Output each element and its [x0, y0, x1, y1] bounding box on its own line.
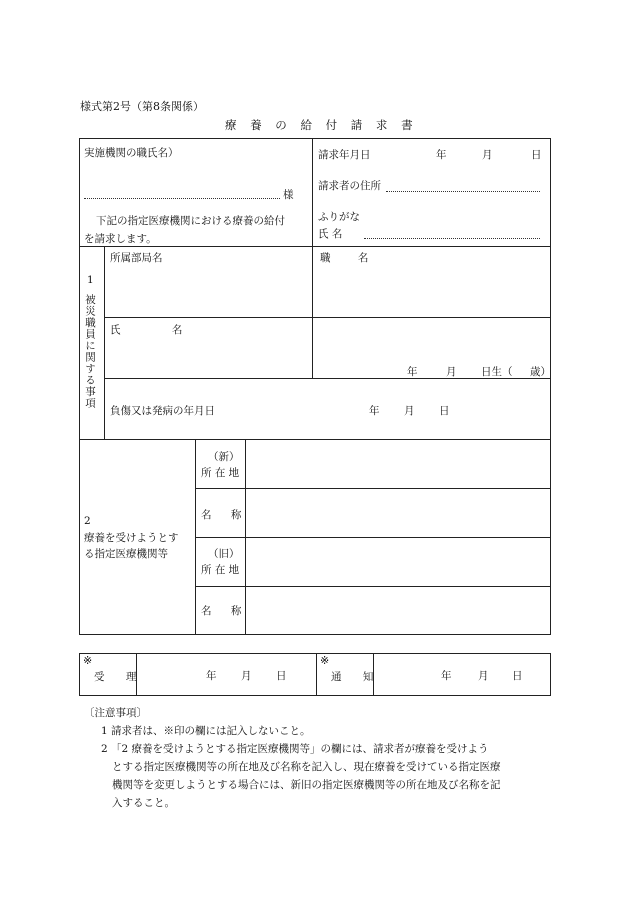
form-title: 療 養 の 給 付 請 求 書	[225, 118, 418, 132]
notes-item2-line1: 2 「2 療養を受けようとする指定医療機関等」の欄には、請求者が療養を受けよう	[101, 743, 489, 755]
requester-name-label: 氏 名	[318, 228, 343, 240]
request-text-line2: を請求します。	[84, 233, 157, 245]
recipient-honorific: 様	[283, 189, 294, 201]
injury-year: 年	[369, 405, 380, 417]
receipt-mark: ※	[83, 654, 93, 667]
request-text-line1: 下記の指定医療機関における療養の給付	[96, 215, 285, 227]
notes-item2-line2: とする指定医療機関等の所在地及び名称を記入し、現在療養を受けている指定医療	[112, 761, 501, 773]
notify-label: 通 知	[331, 671, 383, 683]
request-date-month: 月	[482, 149, 493, 161]
new-location-label: 所 在 地	[201, 467, 240, 479]
section2-title-line2: る指定医療機関等	[84, 548, 168, 560]
section2-number: 2	[84, 515, 91, 527]
notes-item1: 1 請求者は、※印の欄には記入しないこと。	[101, 725, 311, 737]
new-name-field[interactable]	[246, 489, 550, 537]
injury-day: 日	[439, 405, 450, 417]
receive-year: 年	[206, 670, 217, 682]
notes-item2-line4: 入すること。	[112, 797, 175, 809]
recipient-label: 実施機関の職氏名）	[84, 147, 179, 159]
notify-day: 日	[512, 670, 523, 682]
receive-day: 日	[276, 670, 287, 682]
old-label: （旧）	[208, 548, 240, 560]
department-label: 所属部局名	[110, 252, 163, 264]
new-location-field[interactable]	[246, 440, 550, 488]
old-location-field[interactable]	[246, 538, 550, 586]
receive-month: 月	[241, 670, 252, 682]
form-number: 様式第2号（第8条関係）	[80, 100, 204, 113]
requester-furigana-label: ふりがな	[318, 211, 360, 223]
birth-day-born: 日生（	[481, 366, 513, 378]
notes-item2-line3: 機関等を変更しようとする場合には、新旧の指定医療機関等の所在地及び名称を記	[112, 779, 501, 791]
old-name-label: 名 称	[201, 605, 250, 617]
notify-month: 月	[478, 670, 489, 682]
injury-date-label: 負傷又は発病の年月日	[110, 405, 215, 417]
position-label: 職 名	[320, 252, 381, 264]
new-name-label: 名 称	[201, 509, 250, 521]
notes-heading: 〔注意事項〕	[84, 707, 147, 719]
section1-number: 1	[87, 274, 94, 286]
request-date-year: 年	[436, 149, 447, 161]
birth-month: 月	[446, 366, 457, 378]
old-name-field[interactable]	[246, 587, 550, 634]
employee-name-label: 氏 名	[110, 324, 207, 336]
requester-address-line[interactable]	[386, 191, 540, 192]
receive-label: 受 理	[94, 671, 146, 683]
injury-month: 月	[404, 405, 415, 417]
section2-title-line1: 療養を受けようとす	[84, 532, 179, 544]
requester-address-label: 請求者の住所	[318, 180, 381, 192]
request-date-label: 請求年月日	[318, 149, 371, 161]
section1-title: 被災職員に関する事項	[84, 294, 96, 409]
old-location-label: 所 在 地	[201, 564, 240, 576]
birth-year: 年	[407, 366, 418, 378]
requester-name-line[interactable]	[364, 238, 540, 239]
recipient-name-line[interactable]	[84, 198, 280, 199]
new-label: （新）	[208, 451, 240, 463]
notify-mark: ※	[320, 654, 330, 667]
notify-year: 年	[441, 670, 452, 682]
birth-age: 歳）	[530, 366, 551, 378]
request-date-day: 日	[531, 149, 542, 161]
